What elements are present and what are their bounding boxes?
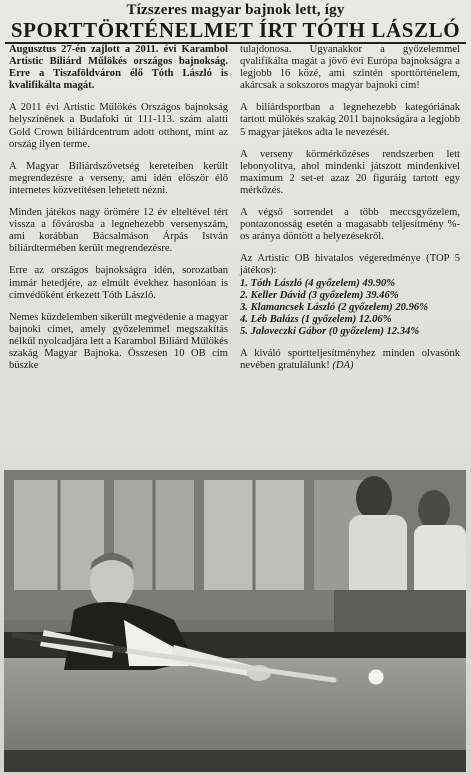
results-intro: Az Artistic OB hivatalos végeredménye (TOP 5 játékos): (240, 253, 460, 277)
results-list (240, 253, 460, 338)
article-lead: Augusztus 27-én zajlott a 2011. évi Karambol Artistic Biliárd Műlökés országos bajnokság. Erre a Tiszaföldváron élő Tóth László is kvalifikálta magát. (9, 44, 228, 92)
paragraph: A 2011 évi Artistic Műlökés Országos bajnokság helyszínének a Budafoki út 111-113. szám alatti Gold Crown biliárdcentrum adott otthont, mint az ország ilyen terme. (9, 102, 228, 150)
paragraph: Erre az országos bajnokságra idén, sorozatban immár hetedjére, az elmúlt évekhez hasonlóan is címvédőként érkezett Tóth László. (9, 265, 228, 301)
result-row: 4. Léb Balázs (1 győzelem) 12.06% (240, 313, 392, 325)
paragraph: Minden játékos nagy örömére 12 év elteltével tért vissza a fővárosba a legnehezebb versenyszám, ami korábban Bácsalmáson Árpás István biliárdtermében került megrendezésre. (9, 207, 228, 255)
closing-paragraph (240, 348, 460, 372)
result-row: 1. Tóth László (4 győzelem) 49.90% (240, 277, 396, 289)
article-kicker: Tízszeres magyar bajnok lett, így (126, 2, 345, 18)
result-row: 5. Jaloveczki Gábor (0 győzelem) 12.34% (240, 325, 420, 337)
result-row: 2. Keller Dávid (3 győzelem) 39.46% (240, 289, 399, 301)
paragraph: tulajdonosa. Ugyanakkor a győzelemmel qvalifikálta magát a jövő évi Európa bajnokságra a legjobb 16 közé, ami szintén sporttörténelem, akárcsak a sokszoros magyar bajnoki cím! (240, 44, 460, 92)
author-signature: (DA) (332, 360, 354, 372)
billiard-player-photo (4, 470, 466, 772)
article-column-right (240, 44, 460, 382)
paragraph: Nemes küzdelemben sikerült megvédenie a magyar bajnoki címet, amely győzelemmel megszakítás nélkül nyolcadjára lett a Karambol Biliárd Műlökés szakág Magyar Bajnoka. Összesen 10 OB cím büszke (9, 311, 228, 372)
article-headline: SPORTTÖRTÉNELMET ÍRT TÓTH LÁSZLÓ (10, 18, 461, 42)
paragraph: A verseny körmérkőzéses rendszerben lett lebonyolítva, ahol mindenki játszott mindenkivel maximum 2 set-et azaz 20 figuráig tartott egy mérkőzés. (240, 148, 460, 196)
paragraph: A biliárdsportban a legnehezebb kategóriának tartott műlökés szakág 2011 bajnokságára a legjobb 5 magyar játékos adta le nevezését. (240, 102, 460, 138)
result-row: 3. Klamancsek László (2 győzelem) 20.96% (240, 301, 429, 313)
closing-text: A kiváló sportteljesítményhez minden olvasónk nevében gratulálunk! (240, 347, 460, 372)
article-column-left (9, 44, 228, 382)
paragraph: A végső sorrendet a több meccsgyőzelem, pontazonosság esetén a magasabb teljesítmény %-os aránya döntött a helyezésekről. (240, 207, 460, 243)
paragraph: A Magyar Biliárdszövetség kereteiben került megrendezésre a verseny, ami idén először élő internetes közvetítésen lehetett nézni. (9, 160, 228, 196)
